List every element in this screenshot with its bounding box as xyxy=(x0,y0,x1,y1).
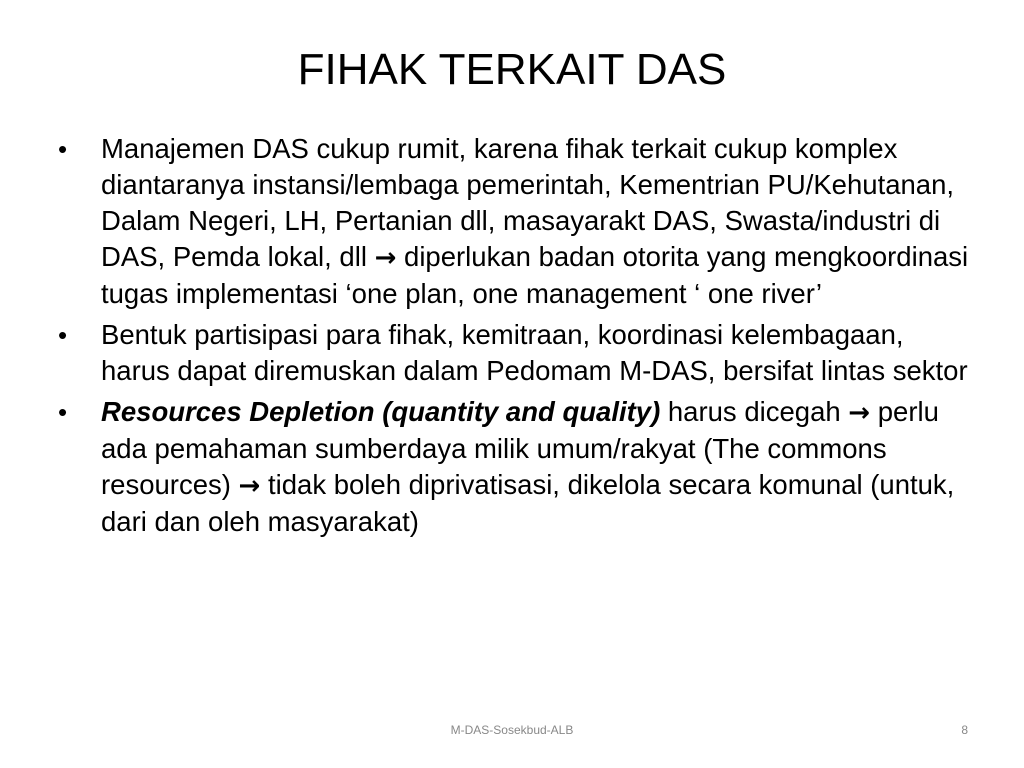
bullet-text: Bentuk partisipasi para fihak, kemitraan, koordinasi kelembagaan, harus dapat diremuskan dalam Pedomam M-DAS, bersifat lintas sektor xyxy=(101,319,968,386)
bullet-dot-icon: • xyxy=(58,397,68,427)
bullet-text: tidak boleh diprivatisasi, dikelola secara komunal (untuk, dari dan oleh masyarakat) xyxy=(101,469,955,537)
bullet-item xyxy=(56,317,976,389)
bullet-text: Manajemen DAS cukup rumit, karena fihak terkait cukup komplex diantaranya instansi/lembaga pemerintah, Kementrian PU/Kehutanan, Dalam Negeri, LH, Pertanian dll, masayarakt DAS, Swasta/industri di DAS, Pemda lokal, dll xyxy=(101,133,955,272)
slide-footer: M-DAS-Sosekbud-ALB xyxy=(450,723,574,737)
emphasis-text: Resources Depletion (quantity and quality) xyxy=(101,396,661,427)
bullet-text: perlu ada pemahaman sumberdaya milik umum/rakyat (The commons resources) xyxy=(101,396,939,500)
bullet-item xyxy=(56,394,976,540)
arrow-right-icon: → xyxy=(374,243,397,273)
page-number: 8 xyxy=(961,723,968,737)
arrow-right-icon: → xyxy=(848,398,871,428)
bullet-dot-icon: • xyxy=(58,134,68,164)
bullet-item xyxy=(56,131,976,312)
bullet-text: harus dicegah xyxy=(660,396,849,427)
bullet-dot-icon: • xyxy=(58,320,68,350)
bullet-list xyxy=(56,131,976,545)
bullet-text: diperlukan badan otorita yang mengkoordinasi tugas implementasi ‘one plan, one management ‘ one river’ xyxy=(101,241,969,309)
slide-title: FIHAK TERKAIT DAS xyxy=(297,45,727,94)
arrow-right-icon: → xyxy=(238,471,261,501)
